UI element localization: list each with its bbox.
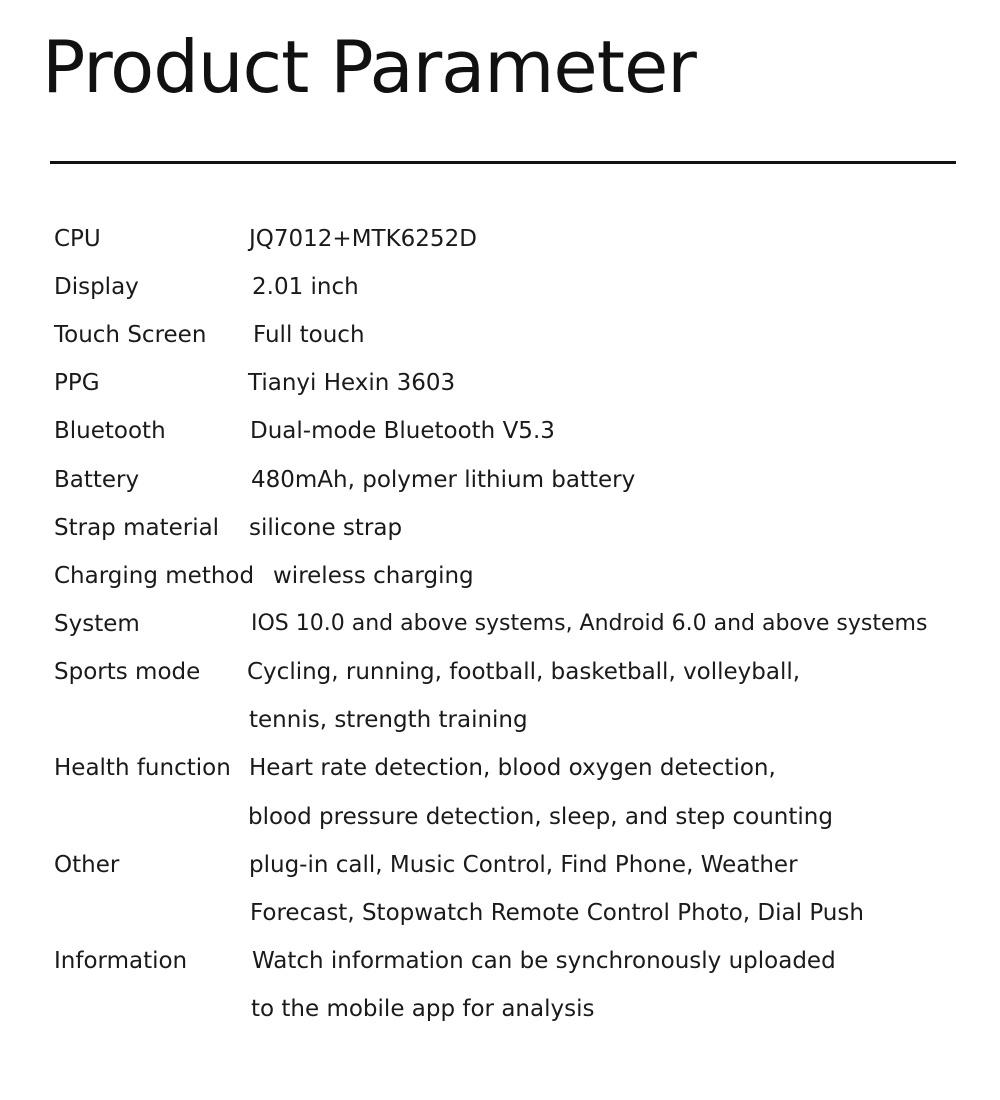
param-value-cpu: JQ7012+MTK6252D	[249, 226, 477, 252]
param-value-display: 2.01 inch	[252, 274, 359, 300]
param-label-battery: Battery	[54, 467, 140, 493]
param-value-health-function-line-2: blood pressure detection, sleep, and step counting	[248, 804, 833, 830]
param-value-touch-screen: Full touch	[253, 322, 365, 348]
param-value-battery: 480mAh, polymer lithium battery	[251, 467, 636, 493]
param-label-cpu: CPU	[54, 226, 101, 252]
param-value-health-function-line-1: Heart rate detection, blood oxygen detection,	[249, 755, 776, 781]
param-value-system: IOS 10.0 and above systems, Android 6.0 and above systems	[251, 611, 928, 636]
param-value-information-line-2: to the mobile app for analysis	[251, 996, 595, 1022]
param-label-health-function: Health function	[54, 755, 231, 781]
param-label-touch-screen: Touch Screen	[54, 322, 207, 348]
page-title: Product Parameter	[42, 25, 696, 109]
param-value-ppg: Tianyi Hexin 3603	[248, 370, 456, 396]
param-label-strap-material: Strap material	[54, 515, 220, 541]
param-value-other-line-2: Forecast, Stopwatch Remote Control Photo, Dial Push	[250, 900, 864, 926]
param-label-sports-mode: Sports mode	[54, 659, 201, 685]
param-value-bluetooth: Dual-mode Bluetooth V5.3	[250, 418, 555, 444]
param-value-sports-mode-line-2: tennis, strength training	[249, 707, 528, 733]
param-label-information: Information	[54, 948, 188, 974]
param-value-charging-method: wireless charging	[273, 563, 474, 589]
param-label-other: Other	[54, 852, 120, 878]
param-value-strap-material: silicone strap	[249, 515, 403, 541]
param-label-charging-method: Charging method	[54, 563, 255, 589]
param-value-information-line-1: Watch information can be synchronously uploaded	[252, 948, 836, 974]
param-label-system: System	[54, 611, 140, 637]
param-value-other-line-1: plug-in call, Music Control, Find Phone, Weather	[249, 852, 798, 878]
param-label-ppg: PPG	[54, 370, 100, 396]
param-label-bluetooth: Bluetooth	[54, 418, 166, 444]
param-value-sports-mode-line-1: Cycling, running, football, basketball, volleyball,	[247, 659, 801, 685]
param-label-display: Display	[54, 274, 139, 300]
